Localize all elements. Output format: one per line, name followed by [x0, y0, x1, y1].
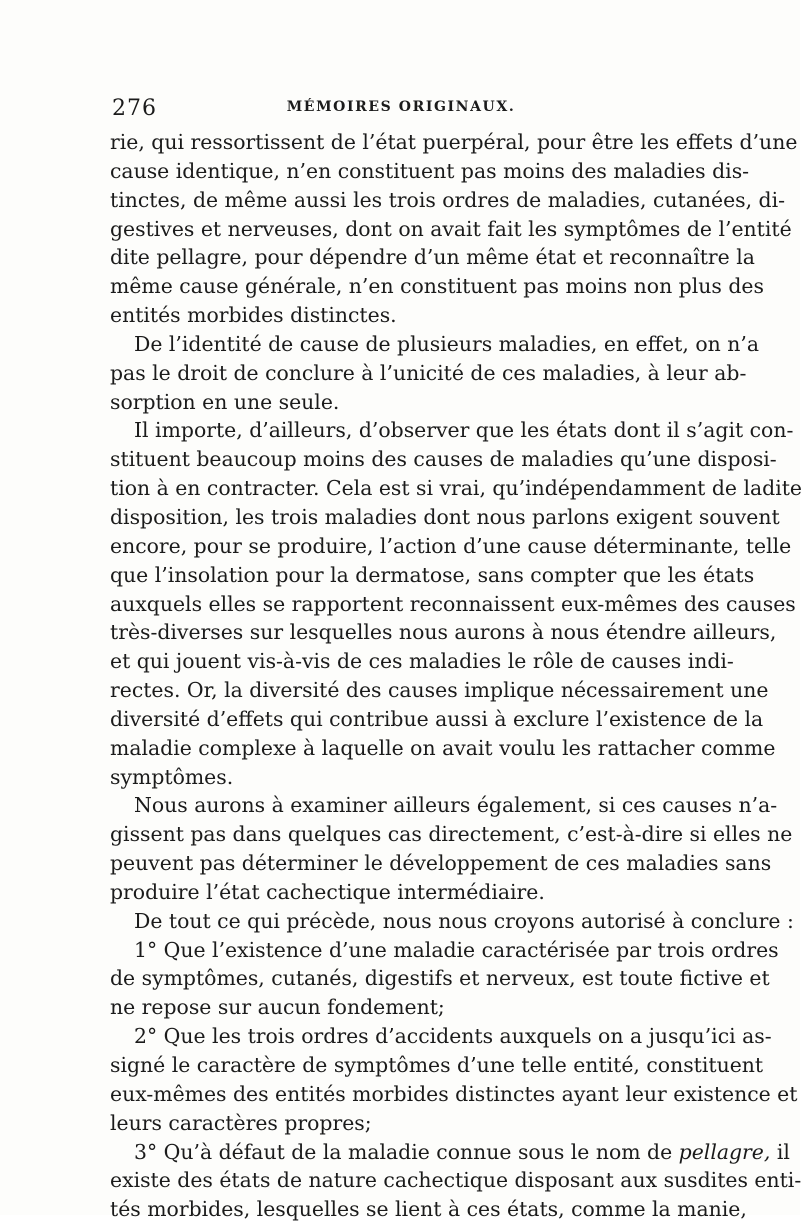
text-line: tés morbides, lesquelles se lient à ces états, comme la manie, [110, 1197, 747, 1222]
text-line: que l’insolation pour la dermatose, sans compter que les états [110, 562, 755, 587]
body-text [110, 128, 802, 1224]
text-line: signé le caractère de symptômes d’une telle entité, constituent [110, 1053, 764, 1077]
text-line: tinctes, de même aussi les trois ordres de maladies, cutanées, di- [110, 187, 786, 212]
text-line: De l’identité de cause de plusieurs maladies, en effet, on n’a [134, 331, 760, 356]
conclusion-item [110, 936, 779, 1023]
text-line: 2° Que les trois ordres d’accidents auxquels on a jusqu’ici as- [134, 1024, 772, 1049]
text-line: très-diverses sur lesquelles nous aurons à nous étendre ailleurs, [110, 620, 777, 645]
text-line: rie, qui ressortissent de l’état puerpéral, pour être les effets d’une [110, 130, 798, 154]
text-line: leurs caractères propres; [110, 1110, 372, 1135]
text-line: dite pellagre, pour dépendre d’un même état et reconnaître la [110, 245, 755, 270]
conclusion-item [110, 1138, 802, 1224]
text-line: entités morbides distinctes. [110, 303, 397, 328]
text-line: cause identique, n’en constituent pas moins des maladies dis- [110, 158, 750, 183]
text-line: maladie complexe à laquelle on avait voulu les rattacher comme [110, 735, 776, 760]
text-line: 1° Que l’existence d’une maladie caractérisée par trois ordres [134, 937, 779, 962]
text-segment: 3° Qu’à défaut de la maladie connue sous le nom de [134, 1139, 673, 1164]
text-line: eux-mêmes des entités morbides distinctes ayant leur existence et [110, 1081, 798, 1106]
text-line: produire l’état cachectique intermédiaire. [110, 879, 545, 904]
text-line: symptômes. [110, 764, 234, 789]
text-line: ne repose sur aucun fondement; [110, 995, 445, 1020]
conclusion-item [110, 1022, 798, 1137]
text-line: auxquels elles se rapportent reconnaissent eux-mêmes des causes [110, 591, 796, 616]
text-line: gestives et nerveuses, dont on avait fait les symptômes de l’entité [110, 216, 792, 241]
text-line: rectes. Or, la diversité des causes implique nécessairement une [110, 678, 769, 703]
text-line: encore, pour se produire, l’action d’une cause déterminante, telle [110, 533, 792, 558]
text-line: existe des états de nature cachectique disposant aux susdites enti- [110, 1168, 802, 1193]
paragraph [110, 791, 793, 906]
text-line: diversité d’effets qui contribue aussi à exclure l’existence de la [110, 706, 764, 731]
italic-term: pellagre, [678, 1139, 771, 1164]
text-line: stituent beaucoup moins des causes de maladies qu’une disposi- [110, 447, 777, 472]
text-line [110, 1138, 790, 1167]
text-line: peuvent pas déterminer le développement de ces maladies sans [110, 851, 772, 876]
text-line: disposition, les trois maladies dont nous parlons exigent souvent [110, 504, 780, 529]
text-line: pas le droit de conclure à l’unicité de ces maladies, à leur ab- [110, 360, 747, 385]
text-line: de symptômes, cutanés, digestifs et nerveux, est toute fictive et [110, 966, 770, 991]
paragraph [110, 416, 802, 791]
paragraph [110, 907, 794, 936]
paragraph [110, 330, 760, 417]
text-line: De tout ce qui précède, nous nous croyons autorisé à conclure : [134, 908, 794, 933]
page-number: 276 [112, 96, 157, 121]
page-header [112, 96, 690, 120]
text-segment: il [770, 1139, 790, 1164]
text-line: et qui jouent vis-à-vis de ces maladies le rôle de causes indi- [110, 649, 734, 674]
text-line: même cause générale, n’en constituent pas moins non plus des [110, 274, 764, 299]
text-line: sorption en une seule. [110, 389, 340, 414]
text-line: Il importe, d’ailleurs, d’observer que les états dont il s’agit con- [134, 418, 794, 443]
text-line: tion à en contracter. Cela est si vrai, qu’indépendamment de ladite [110, 476, 802, 501]
text-line: Nous aurons à examiner ailleurs également, si ces causes n’a- [134, 793, 778, 818]
paragraph [110, 128, 798, 330]
text-line: gissent pas dans quelques cas directement, c’est-à-dire si elles ne [110, 822, 793, 847]
running-head: MÉMOIRES ORIGINAUX. [286, 99, 516, 115]
